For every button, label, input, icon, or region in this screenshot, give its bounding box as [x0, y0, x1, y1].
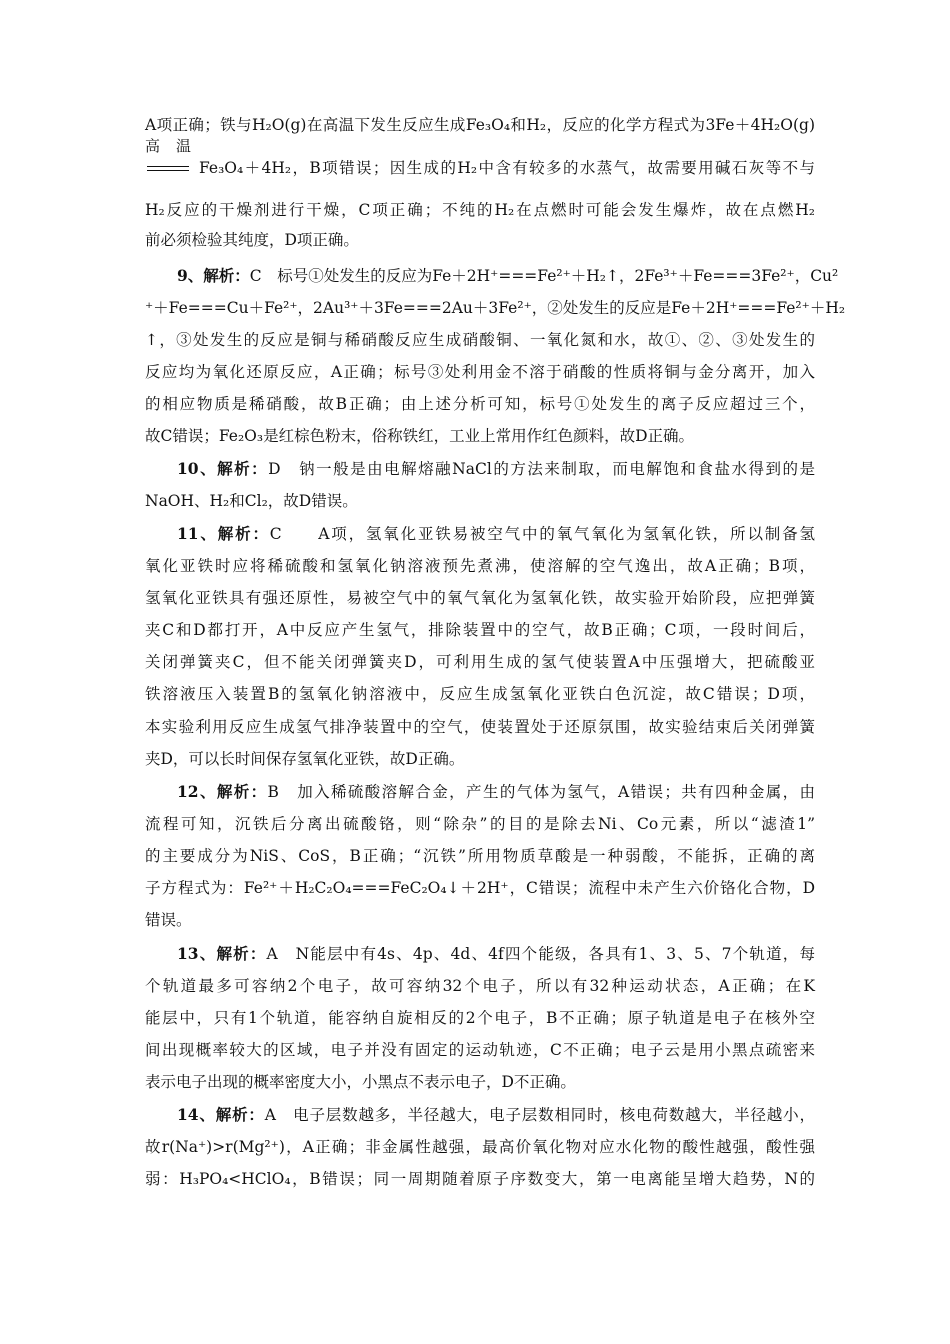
q13-line-1-text: N能层中有4s、4p、4d、4f四个能级，各具有1、3、5、7个轨道，每 — [295, 945, 815, 963]
q11-line-5: 关闭弹簧夹C，但不能关闭弹簧夹D，可利用生成的氢气使装置A中压强增大，把硫酸亚 — [145, 653, 815, 671]
q10-line-1 — [177, 458, 815, 480]
q13-line-1 — [177, 943, 815, 965]
q12-label: 12、解析： — [177, 782, 268, 801]
q11-line-1 — [177, 523, 815, 545]
q14-line-1-text: 电子层数越多，半径越大，电子层数相同时，核电荷数越大，半径越小， — [293, 1106, 815, 1124]
q11-answer: C — [269, 525, 282, 543]
q13-line-4: 间出现概率较大的区域，电子并没有固定的运动轨迹，C不正确；电子云是用小黑点疏密来 — [145, 1041, 815, 1059]
q9-line-2: ⁺＋Fe===Cu＋Fe²⁺，2Au³⁺＋3Fe===2Au＋3Fe²⁺，②处发生的反应是Fe＋2H⁺===Fe²⁺＋H₂ — [145, 299, 846, 317]
q9-line-1-text: 标号①处发生的反应为Fe＋2H⁺===Fe²⁺＋H₂↑，2Fe³⁺＋Fe===3Fe²⁺，Cu² — [277, 267, 839, 285]
q11-line-2: 氧化亚铁时应将稀硫酸和氢氧化钠溶液预先煮沸，使溶解的空气逸出，故A正确；B项， — [145, 557, 815, 575]
q12-line-5: 错误。 — [145, 911, 192, 929]
q10-line-2: NaOH、H₂和Cl₂，故D错误。 — [145, 492, 358, 510]
q12-line-4: 子方程式为：Fe²⁺＋H₂C₂O₄===FeC₂O₄↓＋2H⁺，C错误；流程中未产生六价铬化合物，D — [145, 879, 815, 897]
q12-line-1-text: 加入稀硫酸溶解合金，产生的气体为氢气，A错误；共有四种金属，由 — [297, 783, 815, 801]
q12-answer: B — [267, 783, 279, 801]
q9-answer: C — [249, 267, 262, 285]
q12-line-3: 的主要成分为NiS、CoS，B正确；“沉铁”所用物质草酸是一种弱酸，不能拆，正确的离 — [145, 847, 815, 865]
q13-label: 13、解析： — [177, 944, 267, 963]
q11-label: 11、解析： — [177, 524, 270, 543]
q9-line-3: ↑，③处发生的反应是铜与稀硝酸反应生成硝酸铜、一氧化氮和水，故①、②、③处发生的 — [145, 331, 815, 349]
q12-line-1 — [177, 781, 815, 803]
q9-line-5: 的相应物质是稀硝酸，故B正确；由上述分析可知，标号①处发生的离子反应超过三个， — [145, 395, 815, 413]
q11-line-6: 铁溶液压入装置B的氢氧化钠溶液中，反应生成氢氧化亚铁白色沉淀，故C错误；D项， — [145, 685, 815, 703]
reaction-condition — [145, 137, 191, 179]
q8-line-3: H₂反应的干燥剂进行干燥，C项正确；不纯的H₂在点燃时可能会发生爆炸，故在点燃H₂ — [145, 201, 815, 219]
q11-line-3: 氢氧化亚铁具有强还原性，易被空气中的氧气氧化为氢氧化铁，故实验开始阶段，应把弹簧 — [145, 589, 815, 607]
q14-line-3: 弱：H₃PO₄<HClO₄，B错误；同一周期随着原子序数变大，第一电离能呈增大趋势，N的 — [145, 1170, 815, 1188]
q11-line-8: 夹D，可以长时间保存氢氧化亚铁，故D正确。 — [145, 750, 465, 768]
q13-line-3: 能层中，只有1个轨道，能容纳自旋相反的2个电子，B不正确；原子轨道是电子在核外空 — [145, 1009, 815, 1027]
q14-label: 14、解析： — [177, 1105, 265, 1124]
q8-line-4: 前必须检验其纯度，D项正确。 — [145, 231, 359, 249]
q9-line-1 — [177, 265, 839, 287]
q14-line-1 — [177, 1104, 815, 1126]
q11-line-1-text: A项，氢氧化亚铁易被空气中的氧气氧化为氢氧化铁，所以制备氢 — [318, 525, 815, 543]
q9-line-6: 故C错误；Fe₂O₃是红棕色粉末，俗称铁红，工业上常用作红色颜料，故D正确。 — [145, 427, 695, 445]
q8-line-1: A项正确；铁与H₂O(g)在高温下发生反应生成Fe₃O₄和H₂，反应的化学方程式为3Fe＋4H₂O(g) — [145, 116, 815, 134]
q10-label: 10、解析： — [177, 459, 269, 478]
q9-line-4: 反应均为氧化还原反应，A正确；标号③处利用金不溶于硝酸的性质将铜与金分离开，加入 — [145, 363, 815, 381]
q8-line-2-text: Fe₃O₄＋4H₂，B项错误；因生成的H₂中含有较多的水蒸气，故需要用碱石灰等不与 — [199, 159, 815, 177]
q14-line-2: 故r(Na⁺)>r(Mg²⁺)，A正确；非金属性越强，最高价氧化物对应水化物的酸性越强，酸性强 — [145, 1138, 815, 1156]
condition-high-temp: 高温 — [145, 137, 191, 155]
q14-answer: A — [264, 1106, 276, 1124]
q13-line-5: 表示电子出现的概率密度大小，小黑点不表示电子，D不正确。 — [145, 1073, 576, 1091]
q13-line-2: 个轨道最多可容纳2个电子，故可容纳32个电子，所以有32种运动状态，A正确；在K — [145, 977, 815, 995]
q8-line-2 — [145, 137, 815, 179]
q11-line-7: 本实验利用反应生成氢气排净装置中的空气，使装置处于还原氛围，故实验结束后关闭弹簧 — [145, 718, 815, 736]
q11-line-4: 夹C和D都打开，A中反应产生氢气，排除装置中的空气，故B正确；C项，一段时间后， — [145, 621, 815, 639]
q10-line-1-text: 钠一般是由电解熔融NaCl的方法来制取，而电解饱和食盐水得到的是 — [299, 460, 815, 478]
q9-label: 9、解析： — [177, 266, 250, 285]
q10-answer: D — [268, 460, 281, 478]
q12-line-2: 流程可知，沉铁后分离出硫酸铬，则“除杂”的目的是除去Ni、Co元素，所以“滤渣1” — [145, 815, 815, 833]
q13-answer: A — [266, 945, 278, 963]
